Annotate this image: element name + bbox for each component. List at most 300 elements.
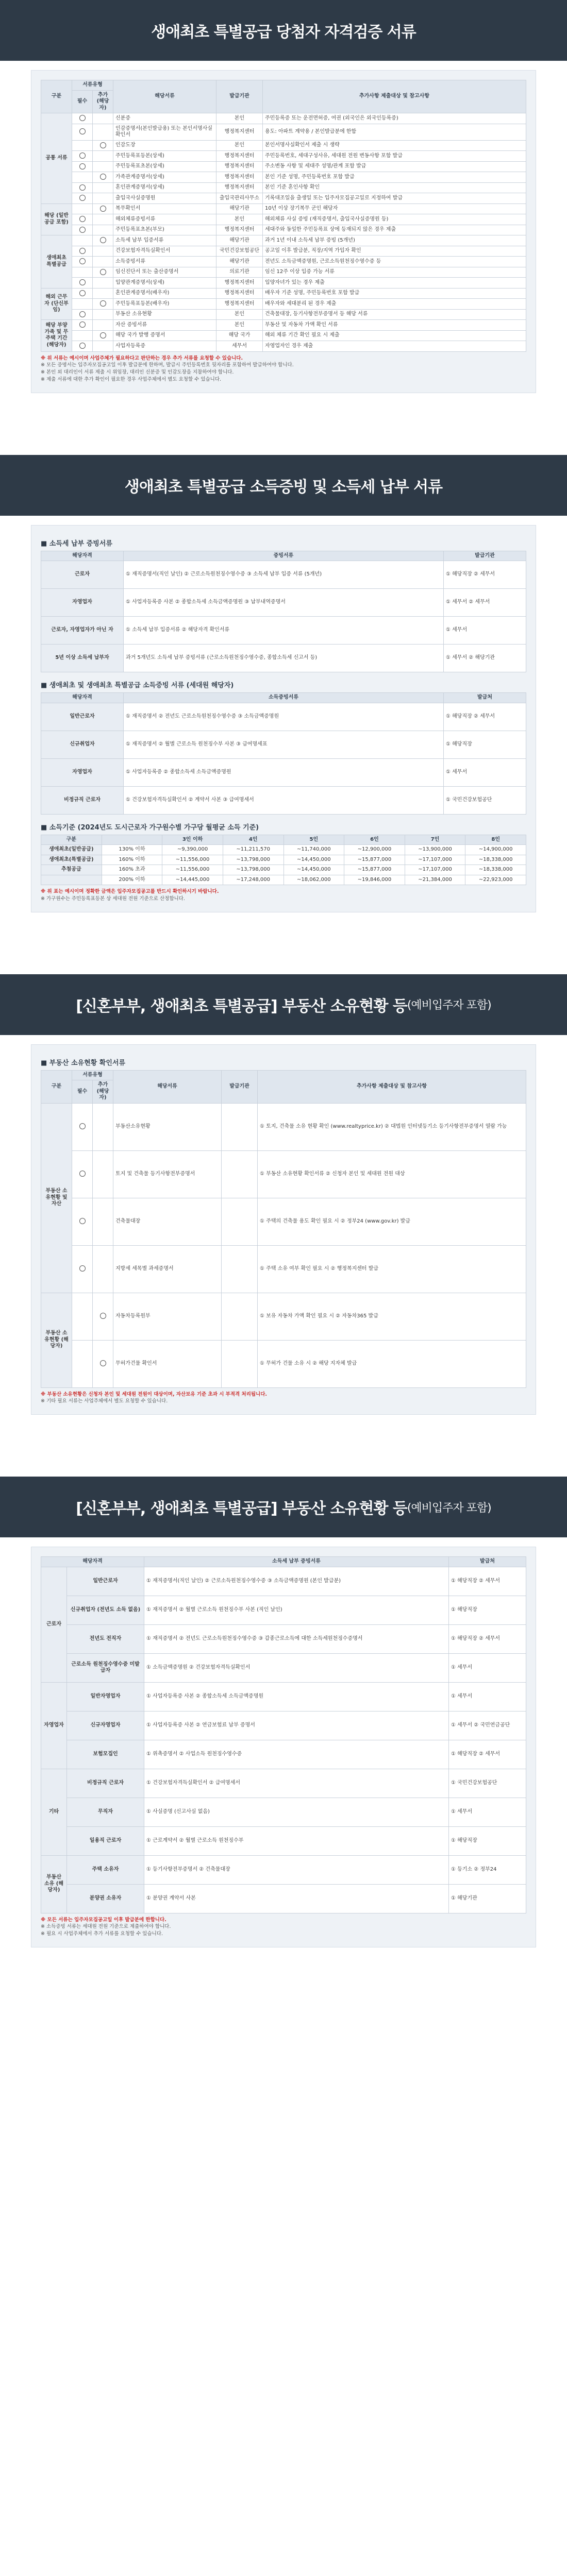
s3-issuer — [222, 1245, 258, 1293]
s3-optional-cell — [93, 1293, 113, 1340]
s4-group-label: 근로자 — [41, 1567, 67, 1682]
s3-issuer — [222, 1293, 258, 1340]
s1-table-row — [41, 341, 526, 352]
s3-required-cell — [72, 1245, 93, 1293]
s1-doc-name: 주민등록표초본(상세) — [113, 161, 216, 172]
income-row — [41, 845, 526, 855]
income-value: ~14,450,000 — [284, 855, 344, 865]
s1-col-header: 구분 — [41, 80, 72, 113]
s2-row-docs: ① 소득세 납부 입증서류 ② 해당자격 확인서류 — [124, 617, 444, 645]
s4-row-docs: ① 건강보험자격득실확인서 ② 급여명세서 — [144, 1769, 449, 1798]
s4-col-header: 발급처 — [449, 1557, 526, 1567]
s1-note-cell: 자영업자인 경우 제출 — [263, 341, 526, 352]
section1-table — [41, 80, 526, 352]
s1-note-cell: 10년 이상 장기복무 군인 해당자 — [263, 204, 526, 214]
s1-optional-cell — [93, 341, 113, 352]
s1-issuer: 행정복지센터 — [216, 172, 263, 183]
s1-required-cell — [72, 257, 93, 267]
s1-table-row — [41, 309, 526, 320]
s1-doc-name: 부동산 소유현황 — [113, 309, 216, 320]
s4-row-issuer: ① 해당직장 ② 세무서 — [449, 1740, 526, 1769]
s3-optional-cell — [93, 1150, 113, 1198]
s4-row-issuer: ① 해당기관 — [449, 1884, 526, 1913]
income-row-pct: 160% 초과 — [102, 865, 162, 875]
required-circle-icon — [100, 1360, 106, 1366]
s1-doc-name: 혼인관계증명서(상세) — [113, 182, 216, 193]
s1-optional-cell — [93, 330, 113, 341]
income-value: ~11,740,000 — [284, 845, 344, 855]
s4-col-header: 해당자격 — [41, 1557, 144, 1567]
required-circle-icon — [79, 279, 86, 285]
income-row-label — [41, 875, 102, 885]
s4-row-issuer: ① 세무서 — [449, 1682, 526, 1711]
s2-row-issuer: ① 해당직장 ② 세무서 — [444, 561, 526, 589]
s4-note: ※ 모든 서류는 입주자모집공고일 이후 발급분에 한합니다. — [41, 1917, 166, 1923]
s1-doc-name: 신분증 — [113, 113, 216, 124]
s1-issuer: 행정복지센터 — [216, 288, 263, 299]
income-value: ~14,445,000 — [162, 875, 223, 885]
s1-doc-name: 해당 국가 발행 증명서 — [113, 330, 216, 341]
s4-row-issuer: ① 해당직장 ② 세무서 — [449, 1567, 526, 1596]
section3-card — [31, 1044, 536, 1415]
s1-doc-name: 자산 증빙서류 — [113, 320, 216, 331]
s1-note-cell: 입양자녀가 있는 경우 제출 — [263, 278, 526, 289]
s1-note-cell: 주민등록번호, 세대구성사유, 세대원 전원 변동사항 포함 발급 — [263, 151, 526, 162]
s1-note-cell: 해외 체류 기간 확인 필요 시 제출 — [263, 330, 526, 341]
s4-table-row — [41, 1740, 526, 1769]
s1-required-cell — [72, 278, 93, 289]
s2-income-caption: ■ 소득기준 (2024년도 도시근로자 가구원수별 가구당 월평균 소득 기준) — [41, 823, 259, 832]
s4-row-issuer: ① 국민건강보험공단 — [449, 1769, 526, 1798]
income-col-header — [102, 835, 162, 845]
s1-optional-cell — [93, 267, 113, 278]
required-circle-icon — [79, 1123, 86, 1129]
s4-row-issuer: ① 해당직장 — [449, 1826, 526, 1855]
s3-doc-name: 자동차등록원부 — [113, 1293, 222, 1340]
s2-row-issuer: ① 세무서 ② 세무서 — [444, 589, 526, 617]
section4-title-suffix: (예비입주자 포함) — [407, 1501, 491, 1515]
required-circle-icon — [100, 174, 106, 180]
section2-title: 생애최초 특별공급 소득증빙 및 소득세 납부 서류 — [124, 478, 443, 496]
s2-sub1-title: ■ 소득세 납부 증빙서류 — [41, 539, 112, 548]
s1-issuer: 행정복지센터 — [216, 278, 263, 289]
income-row — [41, 875, 526, 885]
required-circle-icon — [100, 269, 106, 275]
s1-required-cell — [72, 330, 93, 341]
s1-optional-cell — [93, 172, 113, 183]
s1-issuer: 행정복지센터 — [216, 182, 263, 193]
required-circle-icon — [79, 115, 86, 121]
income-col-header: 5인 — [284, 835, 344, 845]
s4-table-row — [41, 1855, 526, 1884]
section3-banner — [0, 974, 567, 1035]
s1-issuer: 본인 — [216, 320, 263, 331]
income-value: ~13,798,000 — [223, 855, 284, 865]
s4-row-docs: ① 재직증명서 ② 전년도 근로소득원천징수영수증 ③ 갑종근로소득에 대한 소득세원천징수증명서 — [144, 1624, 449, 1653]
s1-note-cell: 임신 12주 이상 입증 가능 서류 — [263, 267, 526, 278]
required-circle-icon — [79, 248, 86, 254]
s3-note-cell: ① 부동산 소유현황 확인서류 ② 신청자 본인 및 세대원 전원 대상 — [258, 1150, 526, 1198]
s3-table-row — [41, 1340, 526, 1387]
s2-row-label: 자영업자 — [41, 758, 124, 786]
s3-optional-cell — [93, 1198, 113, 1245]
s4-row-docs: ① 등기사항전부증명서 ② 건축물대장 — [144, 1855, 449, 1884]
s1-optional-cell — [93, 124, 113, 140]
s3-doc-name: 부동산소유현황 — [113, 1103, 222, 1150]
income-value: ~12,900,000 — [344, 845, 405, 855]
s4-row-label: 일반자영업자 — [67, 1682, 144, 1711]
s1-issuer: 해당기관 — [216, 235, 263, 246]
s1-doc-name: 주민등록표등본(배우자) — [113, 299, 216, 310]
s1-table-row — [41, 288, 526, 299]
income-value: ~18,338,000 — [465, 865, 526, 875]
s3-note-cell: ① 주택의 건축물 용도 확인 필요 시 ② 정부24 (www.gov.kr) 발급 — [258, 1198, 526, 1245]
s1-required-cell — [72, 151, 93, 162]
s3-table-row — [41, 1198, 526, 1245]
s3-group-label: 부동산 소유현황 및 자산 — [41, 1103, 72, 1293]
s4-group-label: 부동산 소유 (해당자) — [41, 1855, 67, 1913]
s2-table-row — [41, 703, 526, 731]
s4-row-label: 일반근로자 — [67, 1567, 144, 1596]
s4-row-issuer: ① 세무서 — [449, 1653, 526, 1682]
s1-required-cell — [72, 113, 93, 124]
income-value: ~13,798,000 — [223, 865, 284, 875]
s1-doc-name: 소득증빙서류 — [113, 257, 216, 267]
s1-doc-name: 주민등록표초본(부모) — [113, 225, 216, 235]
s1-optional-cell — [93, 309, 113, 320]
s1-issuer: 본인 — [216, 309, 263, 320]
income-value: ~17,107,000 — [405, 865, 465, 875]
s1-issuer: 해당기관 — [216, 257, 263, 267]
s1-group-label: 해외 근무자 (단신부임) — [41, 288, 72, 320]
s3-table-row — [41, 1150, 526, 1198]
s3-table-row — [41, 1103, 526, 1150]
s1-table-row — [41, 267, 526, 278]
income-row — [41, 855, 526, 865]
s1-required-cell — [72, 193, 93, 204]
s4-row-label: 보험모집인 — [67, 1740, 144, 1769]
required-circle-icon — [79, 216, 86, 222]
s1-optional-cell — [93, 235, 113, 246]
required-circle-icon — [79, 195, 86, 201]
s1-col-header: 추가사항 제출대상 및 참고사항 — [263, 80, 526, 113]
s1-doc-name: 소득세 납부 입증서류 — [113, 235, 216, 246]
s1-note-cell: 본인 기준 성명, 주민등록번호 포함 발급 — [263, 172, 526, 183]
s4-row-issuer: ① 세무서 — [449, 1798, 526, 1826]
s1-doc-name: 인감도장 — [113, 140, 216, 151]
s3-note-cell: ① 토지, 건축물 소유 현황 확인 (www.realtyprice.kr) ② 대법원 인터넷등기소 등기사항전부증명서 열람 가능 — [258, 1103, 526, 1150]
section3-title: [신혼부부, 생애최초 특별공급] 부동산 소유현황 등 — [76, 997, 407, 1015]
s1-table-row — [41, 182, 526, 193]
s2-table-row — [41, 617, 526, 645]
s4-row-label: 분양권 소유자 — [67, 1884, 144, 1913]
s1-issuer: 본인 — [216, 214, 263, 225]
s3-issuer — [222, 1103, 258, 1150]
s2-row-docs: ① 사업자등록증 ② 종합소득세 소득금액증명원 — [124, 758, 444, 786]
s1-optional-cell — [93, 113, 113, 124]
s4-row-label: 전년도 전직자 — [67, 1624, 144, 1653]
s1-issuer: 행정복지센터 — [216, 124, 263, 140]
income-col-header: 4인 — [223, 835, 284, 845]
s1-col-header: 발급기관 — [216, 80, 263, 113]
s4-row-issuer: ① 세무서 ② 국민연금공단 — [449, 1711, 526, 1740]
s2-col-header: 발급기관 — [444, 551, 526, 561]
s3-required-cell — [72, 1150, 93, 1198]
s1-note-cell: 과거 1년 이내 소득세 납부 증빙 (5개년) — [263, 235, 526, 246]
section3-body — [0, 1035, 567, 1415]
required-circle-icon — [79, 152, 86, 159]
section1-title: 생애최초 특별공급 당첨자 자격검증 서류 — [151, 23, 416, 41]
required-circle-icon — [79, 290, 86, 296]
s2-sub2-table — [41, 692, 526, 815]
s2-row-docs: ① 재직증명서 ② 전년도 근로소득원천징수영수증 ③ 소득금액증명원 — [124, 703, 444, 731]
s2-row-issuer: ① 해당직장 — [444, 731, 526, 758]
s4-group-label: 기타 — [41, 1769, 67, 1855]
s1-table-row — [41, 278, 526, 289]
s2-col-header: 해당자격 — [41, 551, 124, 561]
s1-doc-name: 인감증명서(본인발급용) 또는 본인서명사실확인서 — [113, 124, 216, 140]
income-value: ~17,248,000 — [223, 875, 284, 885]
s1-required-cell — [72, 140, 93, 151]
s2-row-docs: 과거 5개년도 소득세 납부 증빙서류 (근로소득원천징수영수증, 종합소득세 신고서 등) — [124, 645, 444, 672]
section4-banner — [0, 1477, 567, 1537]
required-circle-icon — [100, 237, 106, 243]
required-circle-icon — [79, 227, 86, 233]
s2-row-label: 자영업자 — [41, 589, 124, 617]
s4-table-row — [41, 1884, 526, 1913]
s2-note: ※ 위 표는 예시이며 정확한 금액은 입주자모집공고를 반드시 확인하시기 바랍니다. — [41, 889, 219, 895]
income-value: ~18,338,000 — [465, 855, 526, 865]
s3-optional-cell — [93, 1245, 113, 1293]
required-circle-icon — [79, 1171, 86, 1177]
s2-income-table — [41, 835, 526, 886]
s3-issuer — [222, 1150, 258, 1198]
s4-row-docs: ① 소득금액증명원 ② 건강보험자격득실확인서 — [144, 1653, 449, 1682]
s2-row-label: 근로자 — [41, 561, 124, 589]
s3-note-cell: ① 무허가 건물 소유 시 ② 해당 지자체 발급 — [258, 1340, 526, 1387]
s4-row-docs: ① 사실증명 (신고사실 없음) — [144, 1798, 449, 1826]
s4-row-label: 신규자영업자 — [67, 1711, 144, 1740]
income-value: ~15,877,000 — [344, 865, 405, 875]
s1-required-cell — [72, 246, 93, 257]
required-circle-icon — [79, 184, 86, 191]
section4-notes — [41, 1917, 526, 1938]
income-row — [41, 865, 526, 875]
s1-subheader: 추가(해당자) — [93, 90, 113, 113]
income-value: ~14,450,000 — [284, 865, 344, 875]
section2-body — [0, 516, 567, 912]
s1-issuer: 출입국관리사무소 — [216, 193, 263, 204]
required-circle-icon — [79, 163, 86, 170]
s4-group-label: 자영업자 — [41, 1682, 67, 1769]
s1-table-row — [41, 113, 526, 124]
s4-table-row — [41, 1624, 526, 1653]
s3-issuer — [222, 1340, 258, 1387]
s4-row-label: 주택 소유자 — [67, 1855, 144, 1884]
s1-note-cell: 용도: 아파트 계약용 / 본인발급분에 한함 — [263, 124, 526, 140]
section1-banner — [0, 0, 567, 61]
s1-optional-cell — [93, 204, 113, 214]
s4-row-issuer: ① 해당직장 ② 세무서 — [449, 1624, 526, 1653]
s4-row-issuer: ① 등기소 ② 정부24 — [449, 1855, 526, 1884]
s2-row-label: 근로자, 자영업자가 아닌 자 — [41, 617, 124, 645]
s1-doc-name: 복무확인서 — [113, 204, 216, 214]
s1-doc-name: 임신진단서 또는 출산증명서 — [113, 267, 216, 278]
s2-row-label: 5년 이상 소득세 납부자 — [41, 645, 124, 672]
section4-table — [41, 1556, 526, 1913]
s3-doc-name: 건축물대장 — [113, 1198, 222, 1245]
s2-col-header: 해당자격 — [41, 693, 124, 703]
s4-table-row — [41, 1682, 526, 1711]
required-circle-icon — [100, 142, 106, 148]
s4-note: ※ 필요 시 사업주체에서 추가 서류를 요청할 수 있습니다. — [41, 1931, 163, 1937]
s1-group-label: 해당 (일반공급 포함) — [41, 204, 72, 235]
s1-doc-name: 혼인관계증명서(배우자) — [113, 288, 216, 299]
s1-doc-name: 출입국사실증명원 — [113, 193, 216, 204]
s1-issuer: 세무서 — [216, 341, 263, 352]
s4-row-issuer: ① 해당직장 — [449, 1596, 526, 1624]
s1-required-cell — [72, 124, 93, 140]
s1-required-cell — [72, 288, 93, 299]
s1-issuer: 행정복지센터 — [216, 225, 263, 235]
s1-subheader: 필수 — [72, 90, 93, 113]
s1-note-cell: 본인 기준 혼인사항 확인 — [263, 182, 526, 193]
s2-row-docs: ① 재직증명서 ② 월별 근로소득 원천징수부 사본 ③ 급여명세표 — [124, 731, 444, 758]
income-value: ~11,556,000 — [162, 865, 223, 875]
s2-table-row — [41, 786, 526, 814]
section4-body — [0, 1537, 567, 1947]
s3-doc-name: 지방세 세목별 과세증명서 — [113, 1245, 222, 1293]
s1-note-cell: 전년도 소득금액증명원, 근로소득원천징수영수증 등 — [263, 257, 526, 267]
section1-body — [0, 61, 567, 393]
s1-issuer: 본인 — [216, 113, 263, 124]
s3-col-header: 발급기관 — [222, 1070, 258, 1103]
s3-optional-cell — [93, 1103, 113, 1150]
s4-row-label: 비정규직 근로자 — [67, 1769, 144, 1798]
s1-required-cell — [72, 299, 93, 310]
section4-title: [신혼부부, 생애최초 특별공급] 부동산 소유현황 등 — [76, 1500, 407, 1518]
s4-row-docs: ① 재직증명서(직인 날인) ② 근로소득원천징수영수증 ③ 소득금액증명원 (본인 발급분) — [144, 1567, 449, 1596]
s1-optional-cell — [93, 246, 113, 257]
s1-table-row — [41, 161, 526, 172]
s1-table-row — [41, 204, 526, 214]
income-value: ~11,211,570 — [223, 845, 284, 855]
s2-row-issuer: ① 해당직장 ② 세무서 — [444, 703, 526, 731]
s2-sub1-table — [41, 551, 526, 673]
s3-note-cell: ① 주택 소유 여부 확인 필요 시 ② 행정복지센터 발급 — [258, 1245, 526, 1293]
s4-table-row — [41, 1711, 526, 1740]
required-circle-icon — [79, 311, 86, 317]
s1-note-cell: 해외체류 사실 증빙 (재직증명서, 출입국사실증명원 등) — [263, 214, 526, 225]
required-circle-icon — [79, 258, 86, 264]
income-row-pct: 160% 이하 — [102, 855, 162, 865]
s1-note: ※ 제출 서류에 대한 추가 확인이 필요한 경우 사업주체에서 별도 요청할 수 있습니다. — [41, 376, 222, 382]
s2-row-label: 신규취업자 — [41, 731, 124, 758]
s3-note: ※ 부동산 소유현황은 신청자 본인 및 세대원 전원이 대상이며, 자산보유 기준 초과 시 부적격 처리됩니다. — [41, 1391, 268, 1397]
income-col-header: 7인 — [405, 835, 465, 845]
s3-note-cell: ① 보유 자동차 가액 확인 필요 시 ② 자동차365 발급 — [258, 1293, 526, 1340]
s2-table-row — [41, 645, 526, 672]
s2-row-label: 일반근로자 — [41, 703, 124, 731]
s4-row-label: 무직자 — [67, 1798, 144, 1826]
section3-notes — [41, 1391, 526, 1405]
s1-doc-name: 입양관계증명서(상세) — [113, 278, 216, 289]
s4-row-docs: ① 사업자등록증 사본 ② 연금보험료 납부 증명서 — [144, 1711, 449, 1740]
s1-group-label: 생애최초 특별공급 — [41, 235, 72, 289]
s2-sub2-title: ■ 생애최초 및 생애최초 특별공급 소득증빙 서류 (세대원 해당자) — [41, 682, 234, 690]
s4-row-label: 일용직 근로자 — [67, 1826, 144, 1855]
s1-note-cell: 주소변동 사항 및 세대주 성명/관계 포함 발급 — [263, 161, 526, 172]
s1-optional-cell — [93, 161, 113, 172]
s2-table-row — [41, 758, 526, 786]
s1-table-row — [41, 257, 526, 267]
income-value: ~11,556,000 — [162, 855, 223, 865]
s4-row-docs: ① 재직증명서 ② 월별 근로소득 원천징수부 사본 (직인 날인) — [144, 1596, 449, 1624]
section2-banner — [0, 455, 567, 516]
s1-footnote-text: ※ 위 서류는 예시이며 사업주체가 필요하다고 판단하는 경우 추가 서류를 요청할 수 있습니다. — [41, 355, 243, 361]
s3-doc-name: 토지 및 건축물 등기사항전부증명서 — [113, 1150, 222, 1198]
s1-note: ※ 본인 외 대리인이 서류 제출 시 위임장, 대리인 신분증 및 인감도장을 지참하여야 합니다. — [41, 369, 234, 376]
s3-subheader: 추가(해당자) — [93, 1080, 113, 1104]
s3-doc-name: 무허가건물 확인서 — [113, 1340, 222, 1387]
s3-optional-cell — [93, 1340, 113, 1387]
s1-required-cell — [72, 161, 93, 172]
section2-notes — [41, 888, 526, 903]
s4-table-row — [41, 1596, 526, 1624]
s4-row-label: 신규취업자 (전년도 소득 없음) — [67, 1596, 144, 1624]
s4-note: ※ 소득증빙 서류는 세대원 전원 기준으로 제출하여야 합니다. — [41, 1924, 171, 1930]
s2-table-row — [41, 561, 526, 589]
s2-row-issuer: ① 세무서 — [444, 617, 526, 645]
s1-optional-cell — [93, 278, 113, 289]
s1-issuer: 행정복지센터 — [216, 161, 263, 172]
s1-required-cell — [72, 172, 93, 183]
s1-issuer: 국민건강보험공단 — [216, 246, 263, 257]
s3-required-cell — [72, 1198, 93, 1245]
s3-group-label: 부동산 소유현황 (해당자) — [41, 1293, 72, 1387]
s1-optional-cell — [93, 193, 113, 204]
s1-group-label: 공통 서류 — [41, 113, 72, 204]
s1-table-row — [41, 214, 526, 225]
s2-table-row — [41, 589, 526, 617]
income-value: ~22,923,000 — [465, 875, 526, 885]
s1-table-row — [41, 172, 526, 183]
s3-required-cell — [72, 1293, 93, 1340]
s1-optional-cell — [93, 151, 113, 162]
s1-table-row — [41, 320, 526, 331]
s1-note-cell: 부동산 및 자동차 가액 확인 서류 — [263, 320, 526, 331]
required-circle-icon — [79, 343, 86, 349]
s2-table-row — [41, 731, 526, 758]
s1-optional-cell — [93, 182, 113, 193]
s4-row-docs: ① 분양권 계약서 사본 — [144, 1884, 449, 1913]
s4-table-row — [41, 1653, 526, 1682]
s3-required-cell — [72, 1103, 93, 1150]
required-circle-icon — [79, 128, 86, 134]
s2-row-docs: ① 사업자등록증 사본 ② 종합소득세 소득금액증명원 ③ 납부내역증명서 — [124, 589, 444, 617]
s1-note-cell: 기록대조일을 출생일 또는 입주자모집공고일로 지정하여 발급 — [263, 193, 526, 204]
s1-optional-cell — [93, 225, 113, 235]
s1-table-row — [41, 299, 526, 310]
s1-note-cell: 공고일 이후 발급분, 직장/지역 가입자 확인 — [263, 246, 526, 257]
s2-row-docs: ① 건강보험자격득실확인서 ② 계약서 사본 ③ 급여명세서 — [124, 786, 444, 814]
income-row-pct: 200% 이하 — [102, 875, 162, 885]
income-col-header: 3인 이하 — [162, 835, 223, 845]
s1-optional-cell — [93, 288, 113, 299]
s1-table-row — [41, 151, 526, 162]
s1-issuer: 행정복지센터 — [216, 299, 263, 310]
section2-card — [31, 525, 536, 912]
